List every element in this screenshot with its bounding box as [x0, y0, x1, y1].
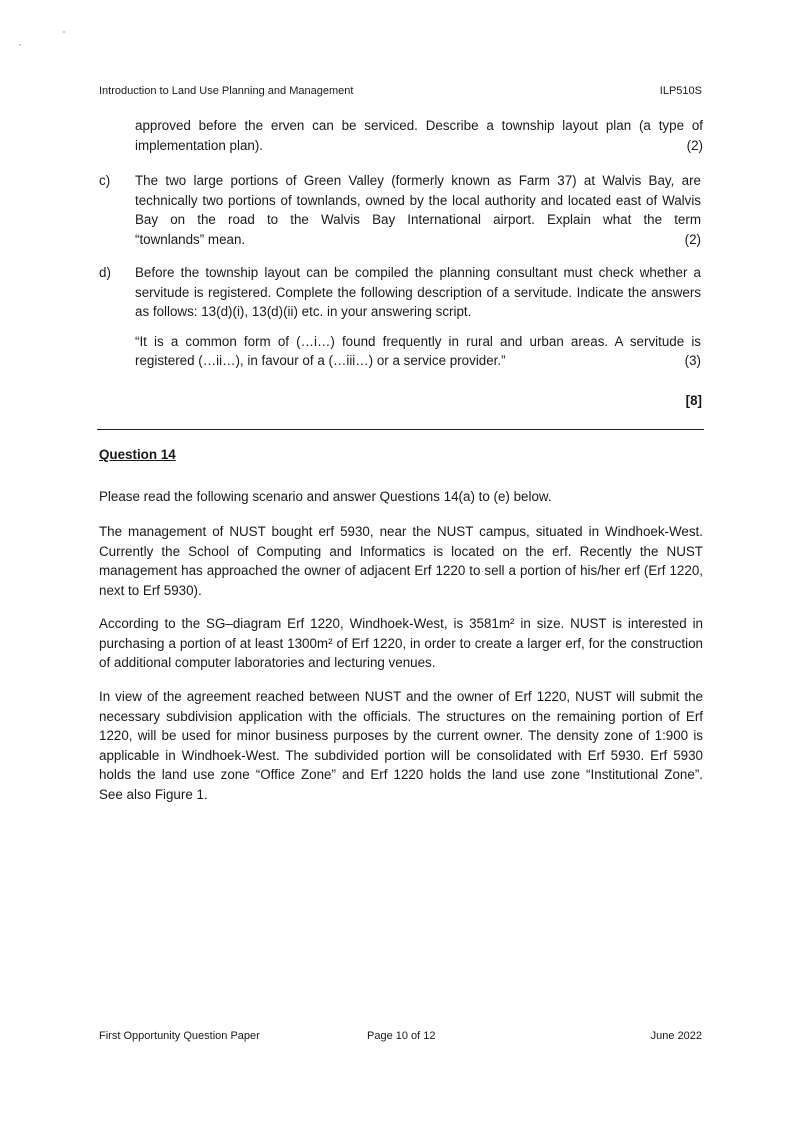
question-13c-last-line — [135, 230, 701, 250]
question-13b-marks: (2) — [686, 137, 703, 153]
question-13d-label: d) — [99, 265, 111, 280]
question-14-paragraph-2: According to the SG–diagram Erf 1220, Windhoek-West, is 3581m² in size. NUST is interested in purchasing a portion of at least 1300m² of Erf 1220, in order to create a larger erf, for the construction of additional computer laboratories and lecturing venues. — [99, 616, 703, 670]
question-14-intro: Please read the following scenario and answer Questions 14(a) to (e) below. — [99, 489, 552, 504]
question-13c-label: c) — [99, 173, 111, 188]
question-13b-last-line — [135, 136, 703, 156]
question-14-title: Question 14 — [99, 447, 176, 462]
question-14-paragraph-3 — [99, 687, 703, 804]
question-13d-body — [135, 263, 701, 371]
question-13c — [99, 171, 703, 251]
question-14-paragraph-3-text: In view of the agreement reached between NUST and the owner of Erf 1220, NUST will submit the necessary subdivision application with the officials. The structures on the remaining portion of Erf 1220, will be used for minor business purposes by the current owner. The density zone of 1:900 is applicable in Windhoek-West. The subdivided portion will be consolidated with Erf 5930. Erf 5930 holds the land use zone “Office Zone” and Erf 1220 holds the land use zone “Institutional Zone”. — [99, 689, 703, 782]
question-13d-text: Before the township layout can be compiled the planning consultant must check whether a servitude is registered. Complete the following description of a servitude. Indicate the answers as follows: 13(d)(i), 13(d)(ii) etc. in your answering script. — [135, 265, 701, 319]
section-divider — [97, 429, 704, 430]
header-course-code: ILP510S — [659, 85, 702, 97]
question-13b-last-text: implementation plan). — [135, 137, 264, 153]
question-13c-text: The two large portions of Green Valley (formerly known as Farm 37) at Walvis Bay, are technically two portions of townlands, owned by the local authority and located east of Walvis Bay on the road to the Walvis Bay International airport. Explain what the term — [135, 173, 701, 227]
footer-date: June 2022 — [650, 1030, 702, 1042]
header-course-title: Introduction to Land Use Planning and Management — [99, 85, 354, 97]
scan-mark — [19, 44, 21, 46]
question-14-paragraph-3-last: See also Figure 1. — [99, 786, 208, 802]
question-13d-marks: (3) — [684, 353, 701, 368]
footer-left: First Opportunity Question Paper — [99, 1030, 260, 1042]
scan-mark — [63, 31, 65, 33]
question-13c-last-text: “townlands” mean. — [135, 231, 246, 247]
question-13b-text: approved before the erven can be serviced. Describe a township layout plan (a type of — [135, 118, 703, 133]
question-13c-marks: (2) — [684, 231, 701, 247]
question-13d-quote-first: “It is a common form of (…i…) found frequently in rural and urban areas. A servitude is — [135, 333, 701, 349]
question-13d-quote-last-line — [135, 351, 701, 371]
question-13c-body — [135, 171, 701, 249]
question-13b-continuation — [135, 116, 703, 155]
question-13d-quote-last: registered (…ii…), in favour of a (…iii…) or a service provider.” — [135, 353, 506, 368]
question-13d-quote — [135, 332, 701, 371]
question-14-paragraph-1: The management of NUST bought erf 5930, near the NUST campus, situated in Windhoek-West. Currently the School of Computing and Informatics is located on the erf. Recently the NUST management has approached the owner of adjacent Erf 1220 to sell a portion of his/her erf (Erf 1220, next to Erf 5930). — [99, 524, 703, 598]
question-13-total-marks: [8] — [685, 393, 702, 408]
question-13d — [99, 263, 703, 373]
footer-page-number: Page 10 of 12 — [367, 1030, 436, 1042]
